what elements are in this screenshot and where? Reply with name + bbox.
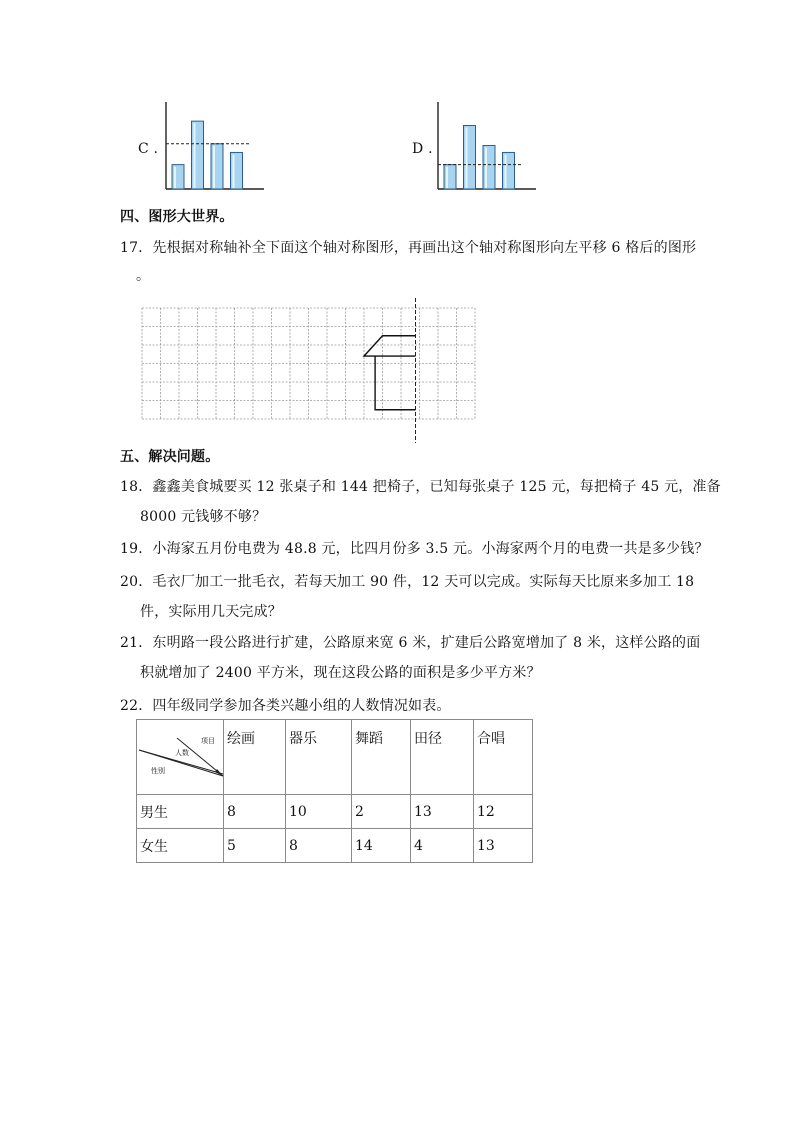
table-cell: 4: [411, 829, 474, 863]
table-cell: 5: [224, 829, 286, 863]
table-cell: 13: [474, 829, 533, 863]
question-18-line1: 18．鑫鑫美食城要买 12 张桌子和 144 把椅子，已知每张桌子 125 元，每把椅子 45 元，准备: [120, 479, 721, 495]
question-21-line2: 积就增加了 2400 平方米，现在这段公路的面积是多少平方米？: [140, 665, 541, 681]
column-header: 器乐: [286, 720, 352, 795]
column-header: 绘画: [224, 720, 286, 795]
table-cell: 13: [411, 795, 474, 829]
question-22: 22．四年级同学参加各类兴趣小组的人数情况如表。: [120, 698, 451, 714]
column-header: 合唱: [474, 720, 533, 795]
corner-count-label: 人数: [175, 749, 189, 757]
question-18-line2: 8000 元钱够不够？: [140, 509, 267, 525]
table-cell: 10: [286, 795, 352, 829]
bar: [172, 165, 184, 189]
option-d-chart: [432, 100, 542, 192]
table-cell: 8: [224, 795, 286, 829]
table-cell: 14: [352, 829, 411, 863]
table-cell: 12: [474, 795, 533, 829]
row-label: 女生: [137, 829, 224, 863]
corner-gender-label: 性别: [151, 767, 165, 775]
option-c-chart: [160, 100, 270, 192]
half-figure-roof: [364, 336, 416, 356]
question-20-line2: 件，实际用几天完成？: [140, 604, 282, 620]
section-5-heading: 五、解决问题。: [120, 449, 220, 465]
table-cell: 8: [286, 829, 352, 863]
column-header: 舞蹈: [352, 720, 411, 795]
option-c-label: C .: [138, 141, 159, 157]
bar: [464, 125, 476, 189]
option-d-label: D .: [412, 141, 433, 157]
corner-item-label: 项目: [201, 737, 215, 745]
bar: [211, 144, 223, 189]
table-header-row: [137, 720, 533, 795]
question-17-line1: 17．先根据对称轴补全下面这个轴对称图形，再画出这个轴对称图形向左平移 6 格后的图形: [120, 240, 697, 256]
column-header: 田径: [411, 720, 474, 795]
symmetry-grid-figure: [140, 298, 470, 434]
bar: [503, 152, 515, 189]
bar: [192, 121, 204, 189]
bar: [444, 165, 456, 189]
question-20-line1: 20．毛衣厂加工一批毛衣，若每天加工 90 件，12 天可以完成。实际每天比原来多加工 18: [120, 574, 695, 590]
question-21-line1: 21．东明路一段公路进行扩建，公路原来宽 6 米，扩建后公路宽增加了 8 米，这样公路的面: [120, 635, 701, 651]
question-19: 19．小海家五月份电费为 48.8 元，比四月份多 3.5 元。小海家两个月的电费一共是多少钱？: [120, 541, 709, 557]
interest-group-table: [136, 719, 533, 863]
table-cell: 2: [352, 795, 411, 829]
section-4-heading: 四、图形大世界。: [120, 209, 234, 225]
row-label: 男生: [137, 795, 224, 829]
table-row: [137, 829, 533, 863]
question-17-line2: 。: [136, 268, 151, 284]
bar: [231, 152, 243, 189]
bar: [483, 146, 495, 190]
half-figure-body: [375, 356, 415, 410]
table-corner-cell: [137, 720, 224, 795]
table-row: [137, 795, 533, 829]
